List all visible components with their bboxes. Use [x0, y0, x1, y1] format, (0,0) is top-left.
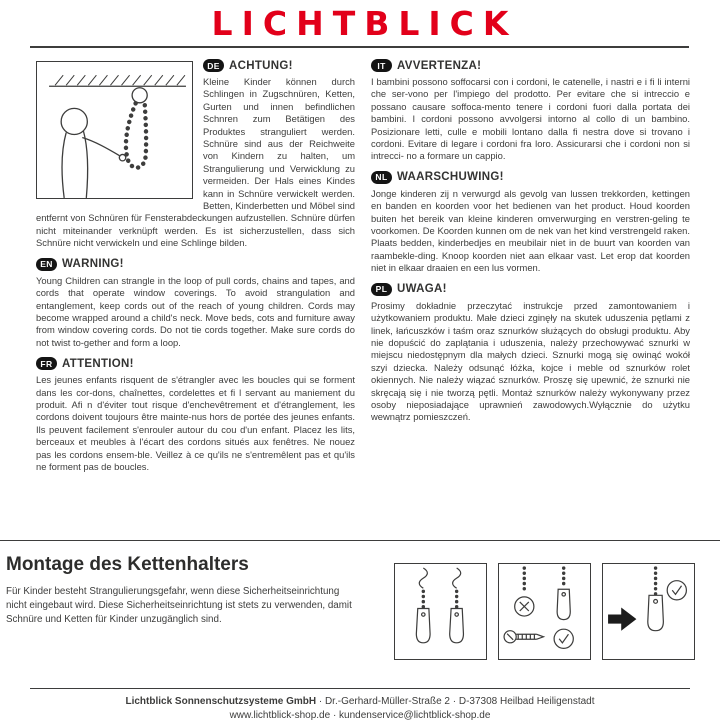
footer-company: Lichtblick Sonnenschutzsysteme GmbH	[125, 696, 317, 707]
warning-nl-body: Jonge kinderen zij n verwurgd als gevolg van lussen trekkorden, kettingen en banden en koorden voor het bedienen van het product. Houd koorden buiten het bereik van kleine kinderen omverwurging en verstren-geling te voorkomen. De Koorden kunnen om de nek van het kind verstrengeld raken. Plaats bedden, kinderbedjes en meubilair niet in de buurt van koorden van raambekle-ding. Knoop koorden niet aan elkaar vast. Let erop dat koorden niet in elkaar draaien en een lus vormen.	[371, 187, 690, 274]
chain-holder	[557, 589, 570, 619]
warning-nl-title: WAARSCHUWING!	[397, 171, 504, 184]
header	[0, 0, 720, 46]
ceiling-hatching	[55, 75, 185, 85]
bead-chain-loop	[126, 103, 146, 167]
diagram-mounted-correct	[602, 563, 695, 660]
montage-title: Montage des Kettenhalters	[6, 554, 249, 575]
diagram-screw-mounting	[498, 563, 591, 660]
warning-pl-heading	[371, 283, 690, 296]
check-icon	[667, 581, 686, 600]
warning-nl	[371, 171, 690, 275]
screw-mounting-illustration	[499, 564, 590, 659]
montage-body: Für Kinder besteht Strangulierungsgefahr, wenn diese Sicherheitseinrichtung nicht eingebaut wird. Diese Sicherheitseinrichtung ist stets zu verwenden, damit Schnüre und Ketten für Kinder unzugänglich sind.	[6, 586, 352, 625]
cross-icon	[515, 597, 534, 616]
screw-icon	[504, 631, 543, 643]
arrow-icon	[608, 607, 636, 630]
chain-tensioner	[416, 568, 430, 643]
lang-badge-nl: NL	[371, 171, 392, 184]
warning-en-heading	[36, 258, 355, 271]
chain-mechanism	[132, 88, 147, 103]
montage-section	[0, 540, 720, 688]
chain-tensioners-illustration	[395, 564, 486, 659]
warning-en	[36, 258, 355, 349]
warnings-column-left	[36, 59, 355, 551]
warning-it-heading	[371, 59, 690, 72]
warnings-columns	[36, 48, 690, 551]
lang-badge-en: EN	[36, 258, 57, 271]
warning-pl-body: Prosimy dokładnie przeczytać instrukcje przed zamontowaniem i użytkowaniem produktu. Małe dzieci zginęły na skutek uduszenia pętlami z linek, łańcuszków i taśm oraz sznurków służących do obsługi produktu. Aby nie dopuścić do zaplątania i uduszenia, należy przechowywać sznurki w miejscu niedostępnym dla małych dzieci. Sznurki mogą się owinąć wokół szyi dziecka. Należy odsunąć łóżka, kojce i meble od sznurków rolet okiennych. Nie należy wiązać sznurków. Proszę się upewnić, że sznurki nie skręcają się i nie tworzą pętli. Montaż sznurków należy wykonywany przez osoby nieposiadające uprawnień zawodowych.Wyłącznie do użytku wewnątrz pomieszczeń.	[371, 299, 690, 423]
warning-nl-heading	[371, 171, 690, 184]
child-reaching-cord-illustration	[37, 62, 192, 198]
footer-contact-line: www.lichtblick-shop.de · kundenservice@lichtblick-shop.de	[229, 710, 491, 721]
warning-de-heading	[203, 59, 355, 72]
warning-fr-title: ATTENTION!	[62, 357, 134, 370]
warning-fr-body: Les jeunes enfants risquent de s'étrangler avec les boucles qui se forment dans les cor-dons, chaînettes, cordelettes et fi l servant au maniement du produit. Afi n d'éviter tout risque d'enchevêtrement et d'étranglement, les cordons doivent toujours être mainte-nus hors de portée des jeunes enfants. Ils peuvent facilement s'enrouler autour du cou d'un enfant. Placez les lits, berceaux et meubles à l'écart des cordons situés aux fenêtres. Ne nouez pas les cordons ensem-ble. Veillez à ce qu'ils ne s'entremêlent pas et qu'ils ne forment pas de boucles.	[36, 374, 355, 472]
warning-en-body: Young Children can strangle in the loop of pull cords, chains and tapes, and cords that operate window coverings. To avoid strangulation and entanglement, keep cords out of the reach of young children. Cords may become wrapped around a child's neck. Move beds, cots and furniture away from window covering cords. Do not tie cords together. Make sure cords do not twist to-gether and form a loop.	[36, 274, 355, 348]
child-cord-loop-warning-figure	[36, 61, 193, 199]
lang-badge-fr: FR	[36, 357, 57, 370]
warning-de-body: Kleine Kinder können durch Schlingen in Zugschnüren, Ketten, Gurten und innen befindlichen Schnren zum Betätigen des Produktes stranguliert werden. Schnüre sind aus der Reichweite von Kindern zu halten, um Strangulierung und Verwicklung zu vermeiden. Der Hals eines Kindes kann in Schnüre verwickelt werden. Betten, Kinderbetten und Möbel sind entfernt von Schnüren für Fensterabdeckungen aufzustellen. Schnüre dürfen nicht miteinander verknüpft werden. Es ist sicherzustellen, dass sich Schnüre nicht verwickeln und eine Schlinge bilden.	[36, 76, 355, 249]
lang-badge-it: IT	[371, 59, 392, 72]
footer-company-line	[30, 695, 690, 709]
montage-diagrams	[394, 563, 695, 660]
child-figure	[61, 108, 126, 198]
warning-it	[371, 59, 690, 163]
brand-logo: LICHTBLICK	[211, 3, 518, 43]
warning-fr-heading	[36, 357, 355, 370]
warning-fr	[36, 357, 355, 473]
footer-address: · Dr.-Gerhard-Müller-Straße 2 · D-37308 Heilbad Heiligenstadt	[316, 696, 595, 707]
diagram-chain-tensioners	[394, 563, 487, 660]
warning-en-title: WARNING!	[62, 258, 124, 271]
lang-badge-de: DE	[203, 59, 224, 72]
warning-pl	[371, 283, 690, 424]
warning-pl-title: UWAGA!	[397, 283, 447, 296]
footer	[30, 688, 690, 723]
warning-de-title: ACHTUNG!	[229, 59, 293, 72]
warnings-column-right	[371, 59, 690, 551]
mounted-tensioner-illustration	[603, 564, 694, 659]
warning-it-body: I bambini possono soffocarsi con i cordoni, le catenelle, i nastri e i fi li interni che ser-vono per l'impiego del prodotto. Per evitare che si intreccio e possano causare soffoca-mento tenere i cordoni fuori dalla portata dei bambini. I cordoni possono avvolgersi intorno al collo di un bambino. Posizionare letti, culle e mobili lontano dalla fi nestra dove si trovano i cordoni. Evitare di legare i cordoni fra loro. Assicurarsi che i cordoni non si intrecci- no a formare un cappio.	[371, 76, 690, 162]
check-icon	[554, 629, 573, 648]
warning-it-title: AVVERTENZA!	[397, 59, 482, 72]
chain-holder	[648, 595, 664, 630]
lang-badge-pl: PL	[371, 283, 392, 296]
